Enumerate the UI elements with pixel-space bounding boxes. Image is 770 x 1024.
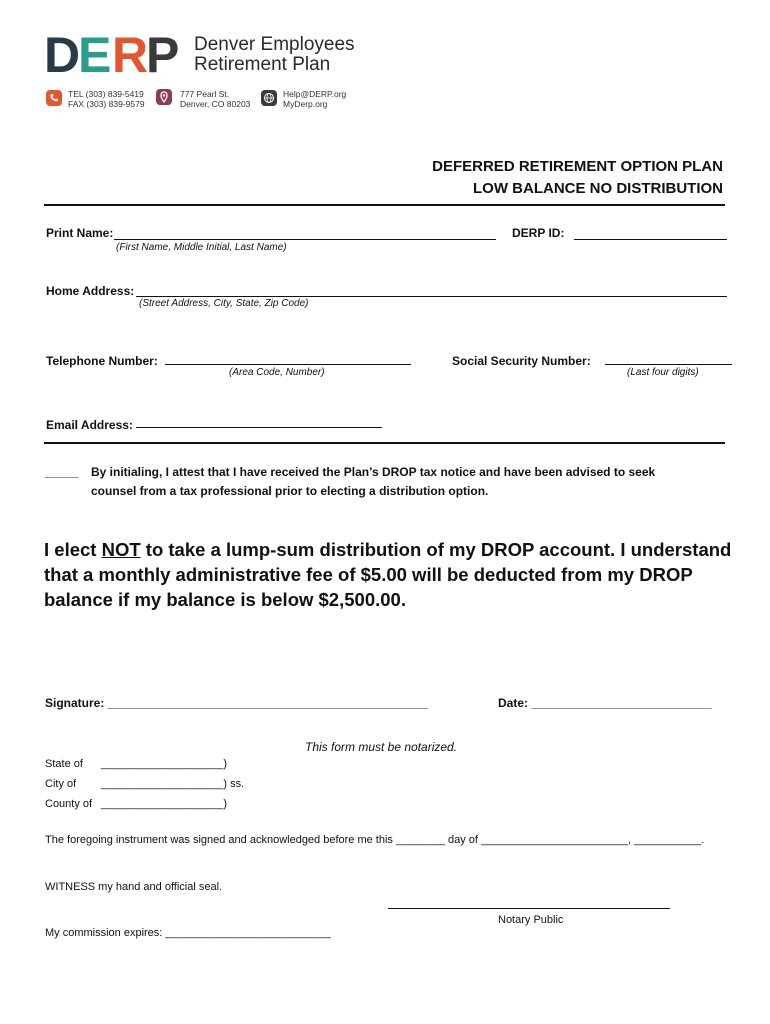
logo-letter-d: D bbox=[44, 27, 80, 83]
email-field[interactable] bbox=[136, 427, 382, 428]
notary-signature-line[interactable] bbox=[388, 908, 670, 909]
date-field[interactable]: Date: ___________________________ bbox=[498, 696, 712, 710]
email-label: Email Address: bbox=[46, 418, 133, 432]
election-not: NOT bbox=[101, 539, 141, 560]
election-line3: balance if my balance is below $2,500.00. bbox=[44, 589, 406, 610]
location-icon bbox=[156, 89, 172, 105]
home-address-label: Home Address: bbox=[46, 284, 135, 298]
foregoing-statement: The foregoing instrument was signed and acknowledged before me this ________ day of ________________________, ___________. bbox=[45, 834, 705, 846]
logo-letter-p: P bbox=[146, 27, 179, 83]
ssn-field[interactable] bbox=[605, 364, 732, 365]
title-divider bbox=[44, 204, 725, 206]
county-label: County of bbox=[45, 798, 93, 810]
state-field[interactable]: ____________________) bbox=[101, 758, 228, 770]
org-name-line1: Denver Employees bbox=[194, 34, 355, 55]
ssn-hint: (Last four digits) bbox=[627, 367, 699, 378]
street-address: 777 Pearl St. bbox=[180, 89, 230, 99]
form-title-line1: DEFERRED RETIREMENT OPTION PLAN bbox=[432, 158, 723, 175]
website[interactable]: MyDerp.org bbox=[283, 99, 328, 109]
election-line2: that a monthly administrative fee of $5.00 will be deducted from my DROP bbox=[44, 564, 693, 585]
tel-number: TEL (303) 839-5419 bbox=[68, 89, 144, 99]
logo-letter-r: R bbox=[112, 27, 148, 83]
state-label: State of bbox=[45, 758, 83, 770]
web-icon bbox=[261, 90, 277, 106]
election-line1-rest: to take a lump-sum distribution of my DROP account. I understand bbox=[140, 539, 732, 560]
help-email[interactable]: Help@DERP.org bbox=[283, 89, 347, 99]
home-address-hint: (Street Address, City, State, Zip Code) bbox=[139, 298, 309, 309]
derp-id-field[interactable] bbox=[574, 239, 727, 240]
city-address: Denver, CO 80203 bbox=[180, 99, 251, 109]
election-line1 bbox=[44, 537, 731, 563]
initial-field[interactable]: _____ bbox=[45, 465, 79, 479]
print-name-label: Print Name: bbox=[46, 226, 114, 240]
signature-field[interactable]: Signature: ________________________________________________ bbox=[45, 696, 429, 710]
commission-expires-field[interactable]: My commission expires: ___________________________ bbox=[45, 927, 331, 939]
logo-letter-e: E bbox=[78, 27, 111, 83]
city-label: City of bbox=[45, 778, 77, 790]
telephone-hint: (Area Code, Number) bbox=[229, 367, 325, 378]
fax-number: FAX (303) 839-9579 bbox=[68, 99, 145, 109]
print-name-hint: (First Name, Middle Initial, Last Name) bbox=[116, 242, 287, 253]
county-field[interactable]: ____________________) bbox=[101, 798, 228, 810]
attest-text-line2: counsel from a tax professional prior to electing a distribution option. bbox=[91, 484, 489, 498]
form-title-line2: LOW BALANCE NO DISTRIBUTION bbox=[473, 180, 723, 197]
notary-public-label: Notary Public bbox=[498, 914, 564, 926]
fields-divider bbox=[44, 442, 725, 444]
ssn-label: Social Security Number: bbox=[452, 354, 591, 368]
notarized-notice: This form must be notarized. bbox=[305, 740, 458, 754]
election-prefix: I elect bbox=[44, 539, 102, 560]
attest-text-line1: By initialing, I attest that I have received the Plan’s DROP tax notice and have been advised to seek bbox=[91, 465, 656, 479]
telephone-label: Telephone Number: bbox=[46, 354, 158, 368]
witness-statement: WITNESS my hand and official seal. bbox=[45, 881, 223, 893]
org-name-line2: Retirement Plan bbox=[194, 54, 331, 75]
telephone-field[interactable] bbox=[165, 364, 411, 365]
city-field[interactable]: ____________________) ss. bbox=[101, 778, 245, 790]
derp-id-label: DERP ID: bbox=[512, 226, 565, 240]
phone-icon bbox=[46, 90, 62, 106]
print-name-field[interactable] bbox=[114, 239, 496, 240]
home-address-field[interactable] bbox=[136, 296, 727, 297]
